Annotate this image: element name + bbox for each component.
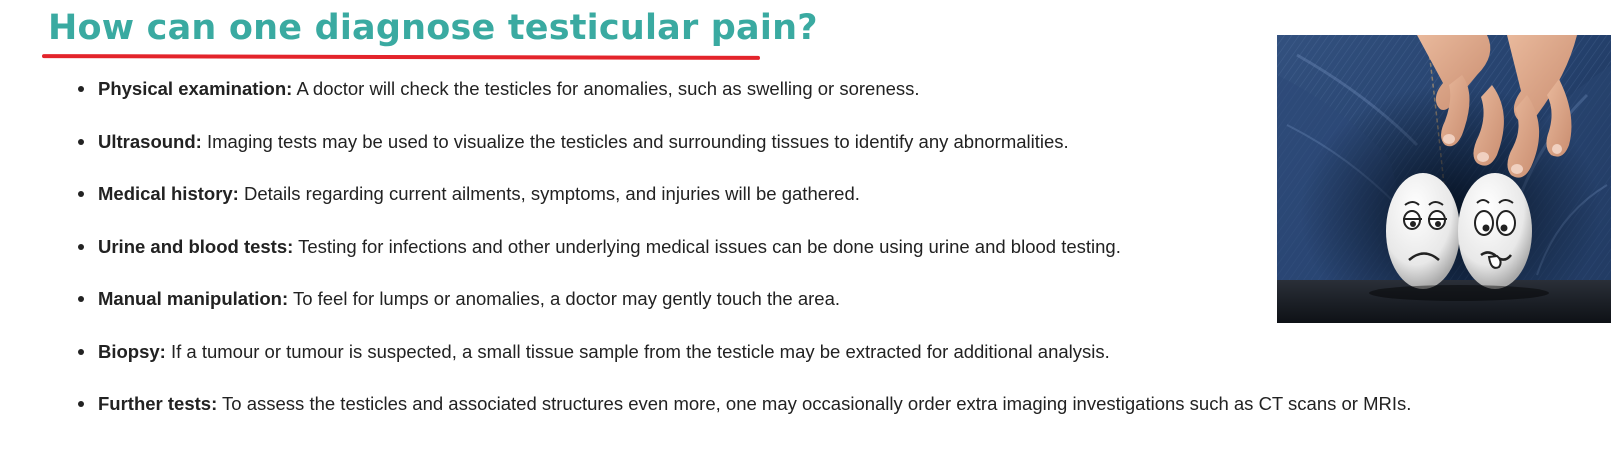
bullet-icon	[78, 349, 84, 355]
list-item	[78, 387, 1498, 420]
list-item-term: Medical history:	[98, 183, 239, 204]
bullet-icon	[78, 296, 84, 302]
bullet-icon	[78, 191, 84, 197]
list-item-text: If a tumour or tumour is suspected, a small tissue sample from the testicle may be extracted for additional analysis.	[165, 340, 1110, 362]
list-item-text: To assess the testicles and associated structures even more, one may occasionally order extra imaging investigations such as CT scans or MRIs.	[217, 393, 1412, 414]
list-item-term: Physical examination:	[98, 78, 293, 99]
list-item-text: Imaging tests may be used to visualize the testicles and surrounding tissues to identify any abnormalities.	[201, 130, 1069, 152]
list-item-term: Further tests:	[98, 393, 218, 414]
page-title: How can one diagnose testicular pain?	[48, 8, 818, 48]
list-item-text: Testing for infections and other underlying medical issues can be done using urine and blood testing.	[293, 235, 1121, 257]
testicular-pain-illustration	[1277, 35, 1611, 323]
bullet-icon	[78, 244, 84, 250]
shocked-egg	[1458, 173, 1532, 289]
list-item	[78, 335, 1498, 368]
list-item-term: Urine and blood tests:	[98, 235, 294, 257]
bullet-icon	[78, 401, 84, 407]
sad-egg	[1386, 173, 1460, 289]
list-item-text: A doctor will check the testicles for anomalies, such as swelling or soreness.	[292, 78, 920, 99]
list-item-text: Details regarding current ailments, symptoms, and injuries will be gathered.	[238, 183, 860, 204]
bullet-icon	[78, 139, 84, 145]
list-item-term: Ultrasound:	[98, 130, 202, 152]
list-item-term: Biopsy:	[98, 340, 166, 362]
list-item-text: To feel for lumps or anomalies, a doctor may gently touch the area.	[288, 288, 841, 309]
bullet-icon	[78, 86, 84, 92]
title-underline	[42, 54, 760, 60]
list-item-term: Manual manipulation:	[98, 288, 289, 309]
